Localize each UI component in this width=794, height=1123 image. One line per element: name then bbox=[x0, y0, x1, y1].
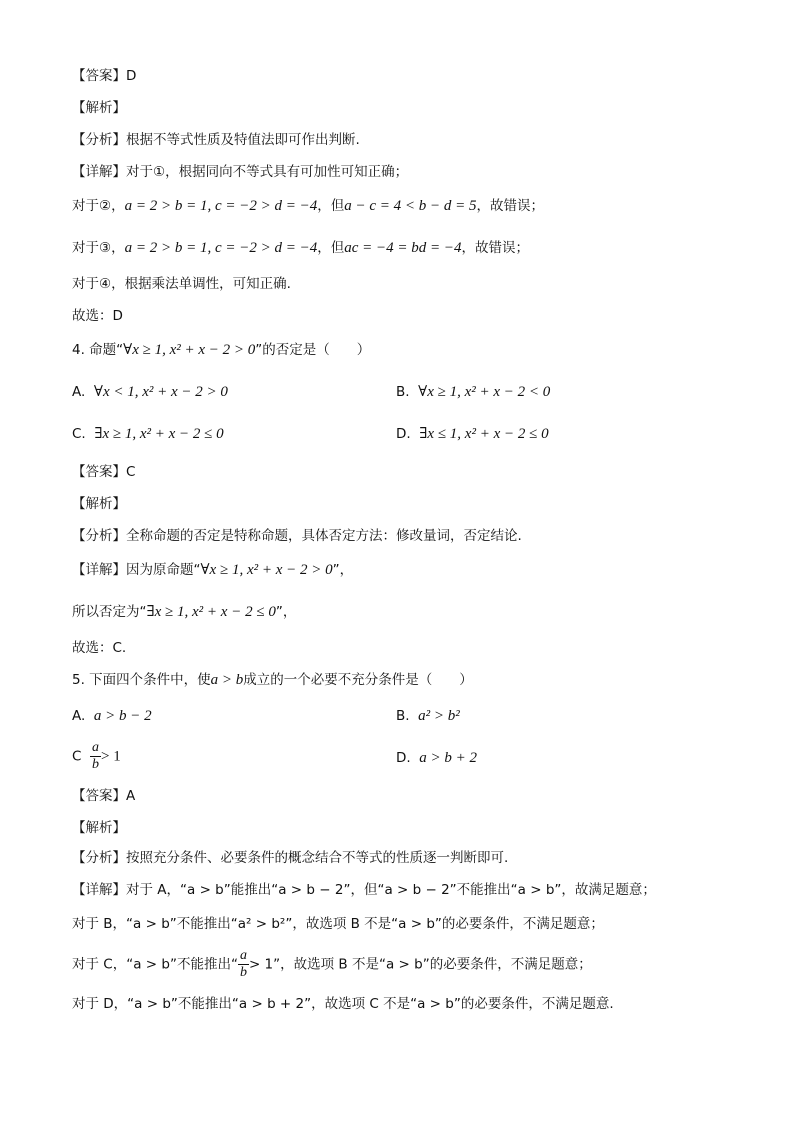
text: 对于②， bbox=[72, 198, 125, 214]
text: 对于 C，“a > b”不能推出“ bbox=[72, 956, 238, 973]
math-expression: ac = −4 = bd = −4 bbox=[344, 240, 462, 256]
math-expression: ∃x ≥ 1, x² + x − 2 ≤ 0 bbox=[146, 604, 276, 620]
detail-text bbox=[72, 560, 353, 580]
option-label: B. bbox=[396, 384, 410, 400]
text: ，但 bbox=[317, 240, 345, 256]
text: 成立的一个必要不充分条件是（ ） bbox=[243, 672, 473, 688]
text: 5. 下面四个条件中，使 bbox=[72, 672, 211, 688]
math-expression: ∀x ≥ 1, x² + x − 2 > 0 bbox=[200, 562, 333, 578]
math-expression: a = 2 > b = 1, c = −2 > d = −4 bbox=[124, 240, 318, 256]
fraction bbox=[238, 948, 249, 981]
math-expression: a > b bbox=[210, 672, 244, 688]
text: 所以否定为“ bbox=[72, 604, 147, 620]
option-label: A. bbox=[72, 708, 86, 724]
choice-line: 故选：C. bbox=[72, 640, 127, 656]
detail-text: 【详解】对于①，根据同向不等式具有可加性可知正确； bbox=[72, 164, 409, 180]
q5-option-b bbox=[396, 706, 460, 726]
analysis-text: 【分析】按照充分条件、必要条件的概念结合不等式的性质逐一判断即可. bbox=[72, 850, 509, 866]
math-expression: ∀x ≥ 1, x² + x − 2 > 0 bbox=[123, 342, 256, 358]
detail-case-4: 对于④，根据乘法单调性，可知正确. bbox=[72, 276, 291, 292]
math-expression: ∀x ≥ 1, x² + x − 2 < 0 bbox=[418, 384, 551, 400]
detail-case-d: 对于 D，“a > b”不能推出“a > b + 2”，故选项 C 不是“a > b”的必要条件，不满足题意. bbox=[72, 996, 614, 1012]
text: ，故错误； bbox=[476, 198, 545, 214]
detail-case-c bbox=[72, 948, 592, 981]
answer-line: 【答案】C bbox=[72, 464, 136, 480]
fraction-numerator: a bbox=[239, 948, 247, 963]
math-expression: ∃x ≤ 1, x² + x − 2 ≤ 0 bbox=[419, 426, 549, 442]
analysis-text: 【分析】全称命题的否定是特称命题，具体否定方法：修改量词，否定结论. bbox=[72, 528, 522, 544]
math-expression: a > b − 2 bbox=[93, 708, 152, 724]
math-expression: a² > b² bbox=[418, 708, 460, 724]
detail-text: 【详解】对于 A，“a > b”能推出“a > b − 2”，但“a > b − 2”不能推出“a > b”，故满足题意； bbox=[72, 882, 656, 898]
question-5 bbox=[72, 670, 473, 690]
math-expression: ∃x ≥ 1, x² + x − 2 ≤ 0 bbox=[94, 426, 224, 442]
detail-case-2 bbox=[72, 196, 544, 216]
fraction-numerator: a bbox=[92, 740, 100, 755]
math-expression: a − c = 4 < b − d = 5 bbox=[344, 198, 477, 214]
text: ，但 bbox=[317, 198, 345, 214]
text: 【详解】因为原命题“ bbox=[72, 562, 201, 578]
math-expression: a = 2 > b = 1, c = −2 > d = −4 bbox=[124, 198, 318, 214]
fraction-denominator: b bbox=[92, 757, 100, 772]
option-label: A. bbox=[72, 384, 86, 400]
q4-option-b bbox=[396, 382, 550, 402]
math-expression: a > b + 2 bbox=[419, 750, 478, 766]
fraction-denominator: b bbox=[239, 965, 247, 980]
text: ”的否定是（ ） bbox=[255, 342, 371, 358]
q5-option-d bbox=[396, 748, 477, 768]
q5-option-a bbox=[72, 706, 152, 726]
detail-case-b: 对于 B，“a > b”不能推出“a² > b²”，故选项 B 不是“a > b”的必要条件，不满足题意； bbox=[72, 916, 604, 932]
answer-line: 【答案】A bbox=[72, 788, 136, 804]
q4-option-d bbox=[396, 424, 549, 444]
text: ，故错误； bbox=[461, 240, 530, 256]
question-4 bbox=[72, 340, 370, 360]
detail-text bbox=[72, 602, 296, 622]
detail-case-3 bbox=[72, 238, 529, 258]
q4-option-a bbox=[72, 382, 228, 402]
analysis-heading: 【解析】 bbox=[72, 820, 126, 836]
option-label: D. bbox=[396, 750, 411, 766]
option-label: C. bbox=[72, 426, 86, 442]
option-label: C bbox=[72, 748, 82, 765]
option-label: D. bbox=[396, 426, 411, 442]
fraction bbox=[90, 740, 101, 773]
text: ”， bbox=[275, 604, 297, 620]
text: 4. 命题“ bbox=[72, 342, 124, 358]
math-expression: > 1 bbox=[101, 748, 121, 765]
analysis-text: 【分析】根据不等式性质及特值法即可作出判断. bbox=[72, 132, 360, 148]
q4-option-c bbox=[72, 424, 224, 444]
option-label: B. bbox=[396, 708, 410, 724]
text: 对于③， bbox=[72, 240, 125, 256]
q5-option-c bbox=[72, 740, 121, 773]
answer-line: 【答案】D bbox=[72, 68, 137, 84]
analysis-heading: 【解析】 bbox=[72, 100, 126, 116]
analysis-heading: 【解析】 bbox=[72, 496, 126, 512]
text: ”， bbox=[332, 562, 354, 578]
math-expression: ∀x < 1, x² + x − 2 > 0 bbox=[93, 384, 228, 400]
text: > 1”，故选项 B 不是“a > b”的必要条件，不满足题意； bbox=[248, 956, 592, 973]
choice-line: 故选：D bbox=[72, 308, 123, 324]
